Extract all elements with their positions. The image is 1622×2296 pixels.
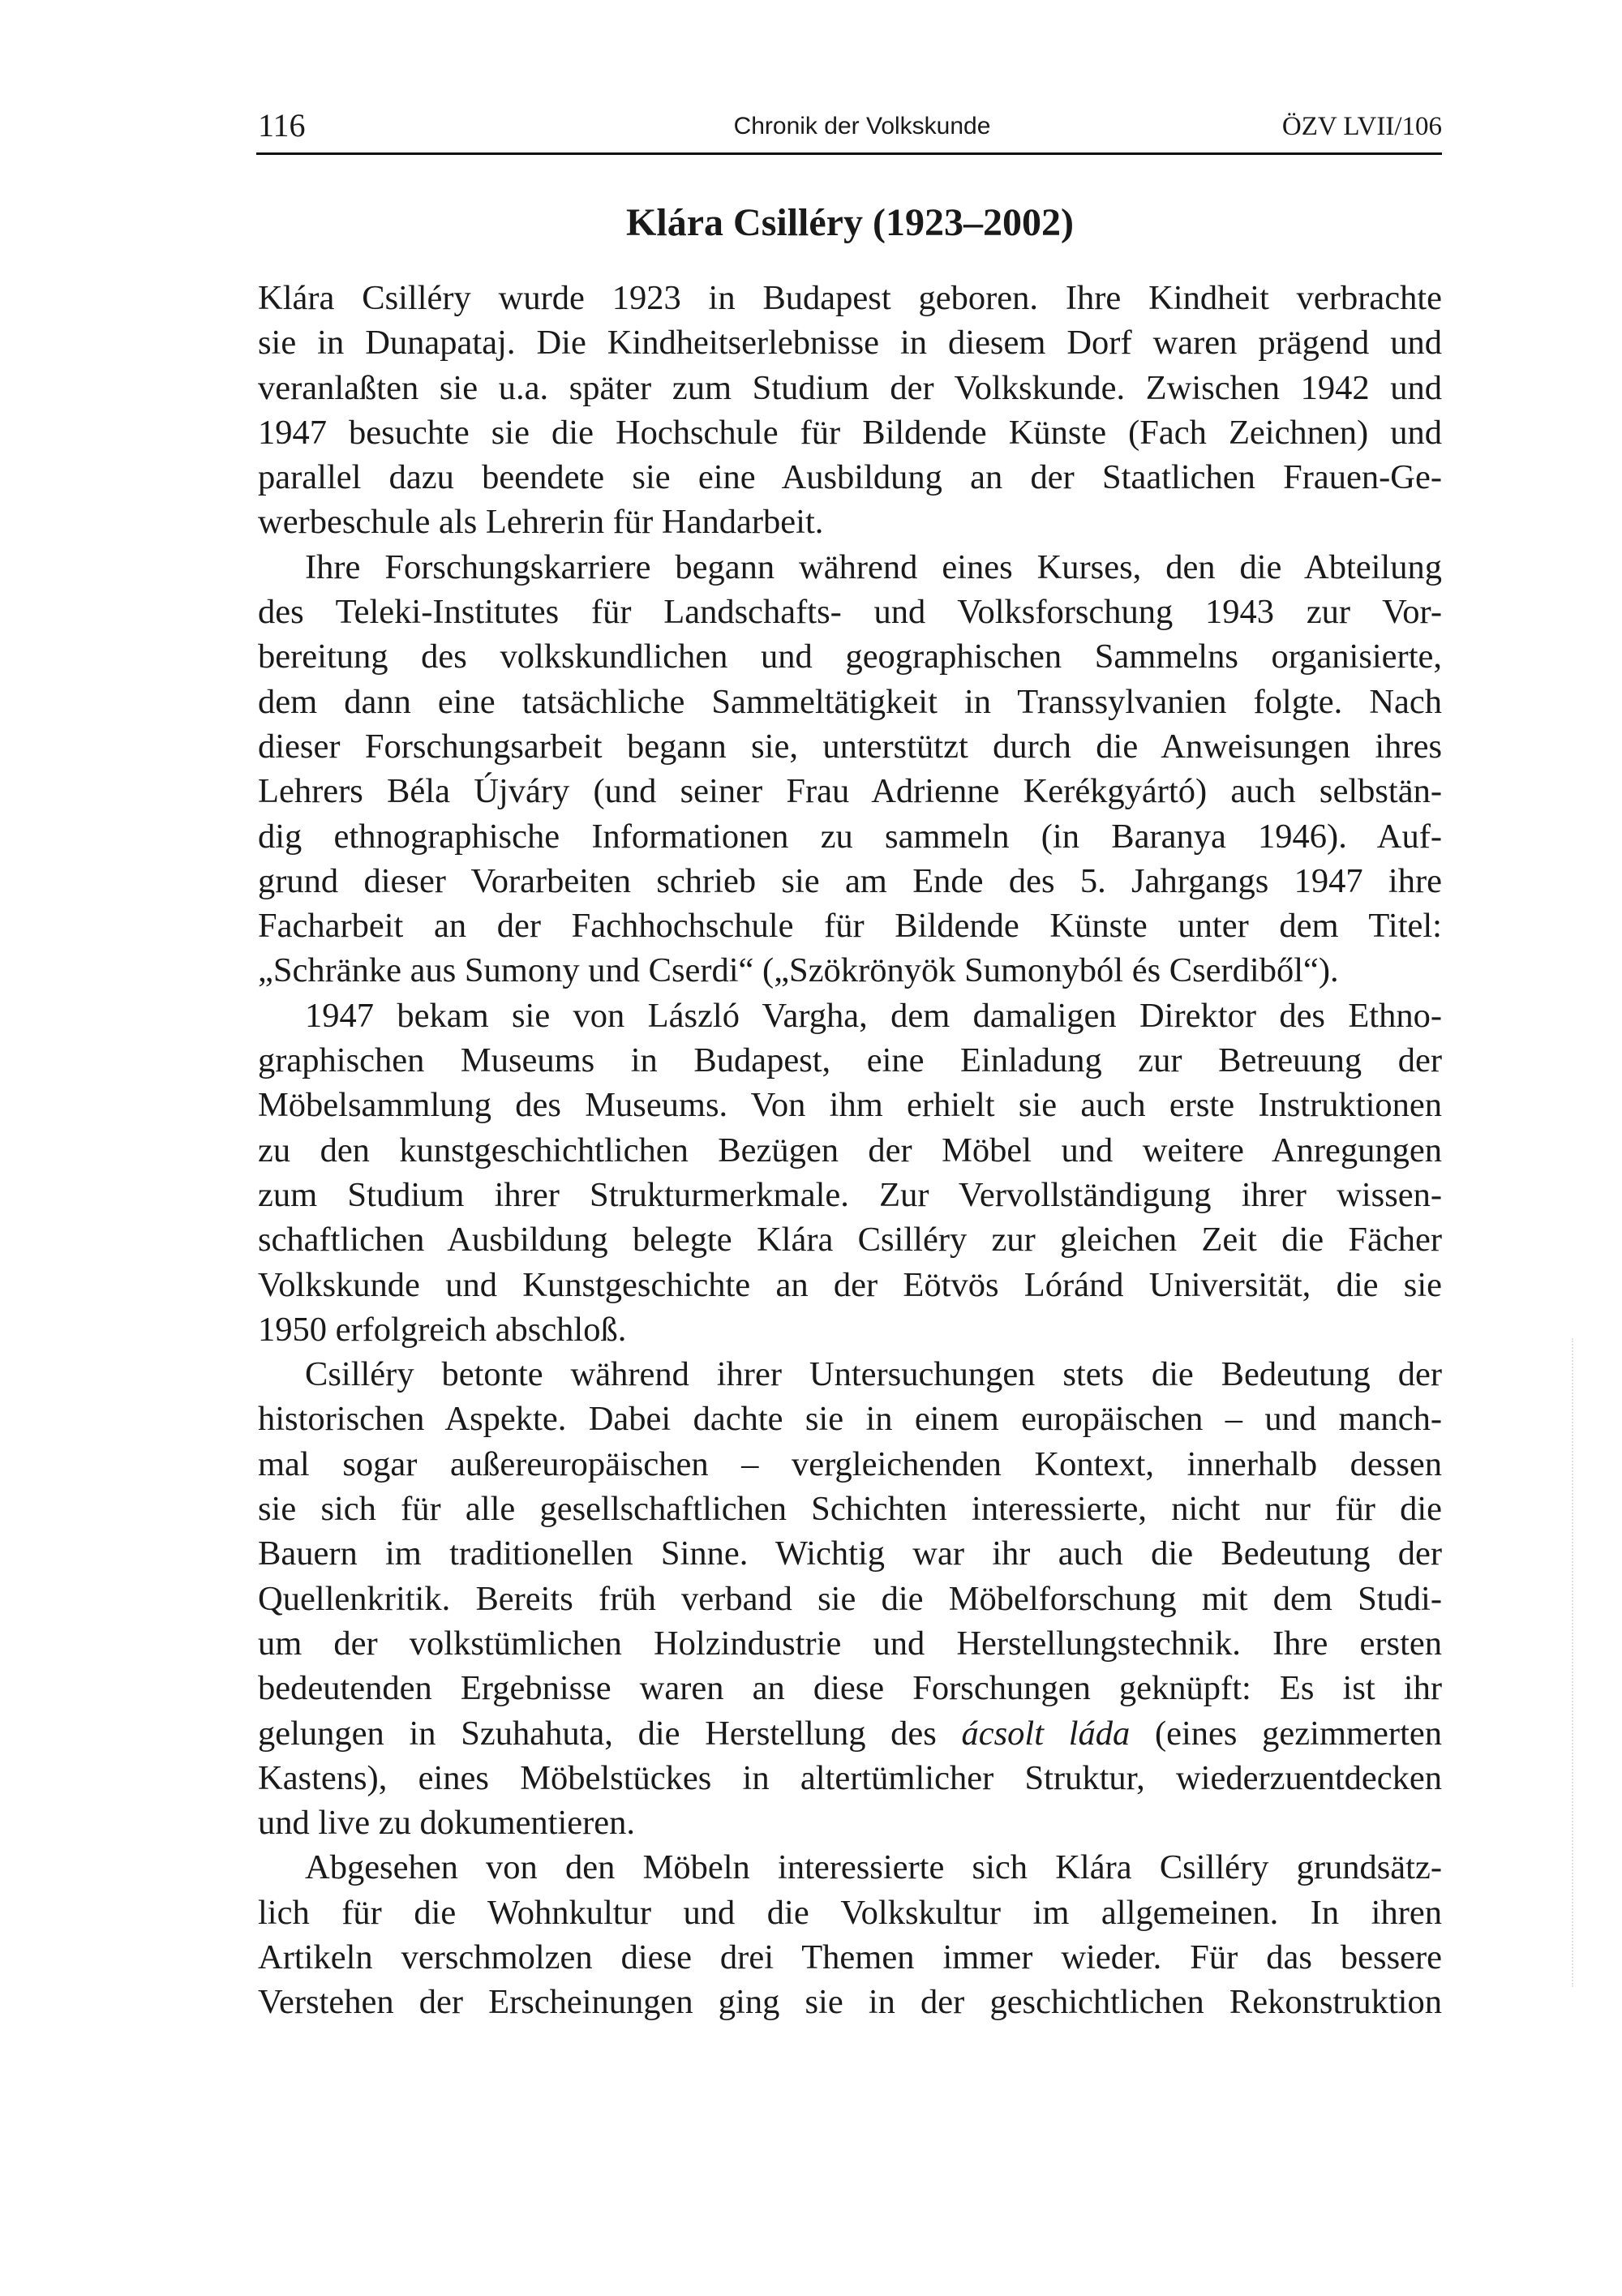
text-line-with-italic <box>258 1711 1442 1756</box>
article-body <box>258 276 1442 2025</box>
text-line: graphischen Museums in Budapest, eine Einladung zur Betreuung der <box>258 1041 1442 1080</box>
text-line: „Schränke aus Sumony und Cserdi“ („Szökrönyök Sumonyból és Cserdiből“). <box>258 951 1339 990</box>
text-line: zu den kunstgeschichtlichen Bezügen der Möbel und weitere Anregungen <box>258 1131 1442 1169</box>
text-line: Bauern im traditionellen Sinne. Wichtig war ihr auch die Bedeutung der <box>258 1534 1442 1573</box>
text-line: Möbelsammlung des Museums. Von ihm erhielt sie auch erste Instruktionen <box>258 1086 1442 1125</box>
text-line: dig ethnographische Informationen zu sammeln (in Baranya 1946). Auf- <box>258 817 1442 856</box>
journal-reference: ÖZV LVII/106 <box>1281 112 1442 141</box>
text-line: Abgesehen von den Möbeln interessierte sich Klára Csilléry grundsätz- <box>305 1848 1442 1887</box>
article-title: Klára Csilléry (1923–2002) <box>626 201 1074 244</box>
text-line: 1947 bekam sie von László Vargha, dem damaligen Direktor des Ethno- <box>305 996 1442 1035</box>
text-line: Quellenkritik. Bereits früh verband sie die Möbelforschung mit dem Studi- <box>258 1579 1442 1618</box>
text-line: dem dann eine tatsächliche Sammeltätigkeit in Transsylvanien folgte. Nach <box>258 682 1442 721</box>
running-head <box>258 105 1442 146</box>
text-line: Csilléry betonte während ihrer Untersuchungen stets die Bedeutung der <box>305 1355 1442 1394</box>
text-line: Artikeln verschmolzen diese drei Themen immer wieder. Für das bessere <box>258 1938 1442 1976</box>
text-line: dieser Forschungsarbeit begann sie, unterstützt durch die Anweisungen ihres <box>258 727 1442 766</box>
text-line: schaftlichen Ausbildung belegte Klára Csilléry zur gleichen Zeit die Fächer <box>258 1221 1442 1260</box>
text-line: Ihre Forschungskarriere begann während eines Kurses, den die Abteilung <box>305 547 1442 586</box>
text-line: veranlaßten sie u.a. später zum Studium der Volkskunde. Zwischen 1942 und <box>258 368 1442 407</box>
paragraph-2 <box>258 545 1442 994</box>
text-line: bedeutenden Ergebnisse waren an diese Forschungen geknüpft: Es ist ihr <box>258 1669 1442 1708</box>
text-line: parallel dazu beendete sie eine Ausbildung an der Staatlichen Frauen-Ge- <box>258 458 1442 497</box>
text-line: 1947 besuchte sie die Hochschule für Bildende Künste (Fach Zeichnen) und <box>258 413 1442 452</box>
text-line: mal sogar außereuropäischen – vergleichenden Kontext, innerhalb dessen <box>258 1444 1442 1483</box>
text-line: Verstehen der Erscheinungen ging sie in der geschichtlichen Rekonstruktion <box>258 1983 1442 2022</box>
text-line: lich für die Wohnkultur und die Volkskultur im allgemeinen. In ihren <box>258 1893 1442 1932</box>
paragraph-1 <box>258 276 1442 545</box>
text-segment: gelungen in Szuhahuta, die Herstellung des <box>258 1714 962 1753</box>
text-line: des Teleki-Institutes für Landschafts- und Volksforschung 1943 zur Vor- <box>258 593 1442 632</box>
text-line: Volkskunde und Kunstgeschichte an der Eötvös Lóránd Universität, die sie <box>258 1265 1442 1304</box>
header-rule <box>256 152 1442 155</box>
text-line: sie sich für alle gesellschaftlichen Schichten interessierte, nicht nur für die <box>258 1490 1442 1529</box>
italic-term: ácsolt láda <box>961 1714 1131 1753</box>
text-line: werbeschule als Lehrerin für Handarbeit. <box>258 503 824 542</box>
paragraph-3 <box>258 994 1442 1352</box>
text-line: und live zu dokumentieren. <box>258 1804 636 1843</box>
text-line: 1950 erfolgreich abschloß. <box>258 1310 627 1349</box>
text-line: um der volkstümlichen Holzindustrie und Herstellungstechnik. Ihre ersten <box>258 1624 1442 1663</box>
text-line: sie in Dunapataj. Die Kindheitserlebnisse in diesem Dorf waren prägend und <box>258 324 1442 363</box>
paragraph-4 <box>258 1352 1442 1845</box>
page-number: 116 <box>258 107 306 144</box>
text-line: Lehrers Béla Újváry (und seiner Frau Adrienne Kerékgyártó) auch selbstän- <box>258 772 1442 811</box>
text-line: Klára Csilléry wurde 1923 in Budapest geboren. Ihre Kindheit verbrachte <box>258 279 1442 317</box>
text-line: historischen Aspekte. Dabei dachte sie in einem europäischen – und manch- <box>258 1400 1442 1439</box>
text-line: Facharbeit an der Fachhochschule für Bildende Künste unter dem Titel: <box>258 907 1442 946</box>
text-line: Kastens), eines Möbelstückes in altertümlicher Struktur, wiederzuentdecken <box>258 1758 1442 1797</box>
text-line: grund dieser Vorarbeiten schrieb sie am Ende des 5. Jahrgangs 1947 ihre <box>258 861 1442 900</box>
text-line: bereitung des volkskundlichen und geographischen Sammelns organisierte, <box>258 637 1442 676</box>
paragraph-5 <box>258 1845 1442 2024</box>
text-line: zum Studium ihrer Strukturmerkmale. Zur Vervollständigung ihrer wissen- <box>258 1175 1442 1214</box>
text-segment: (eines gezimmerten <box>1130 1714 1442 1753</box>
section-title: Chronik der Volkskunde <box>733 113 991 139</box>
scan-edge-marks <box>1572 1338 1577 1987</box>
